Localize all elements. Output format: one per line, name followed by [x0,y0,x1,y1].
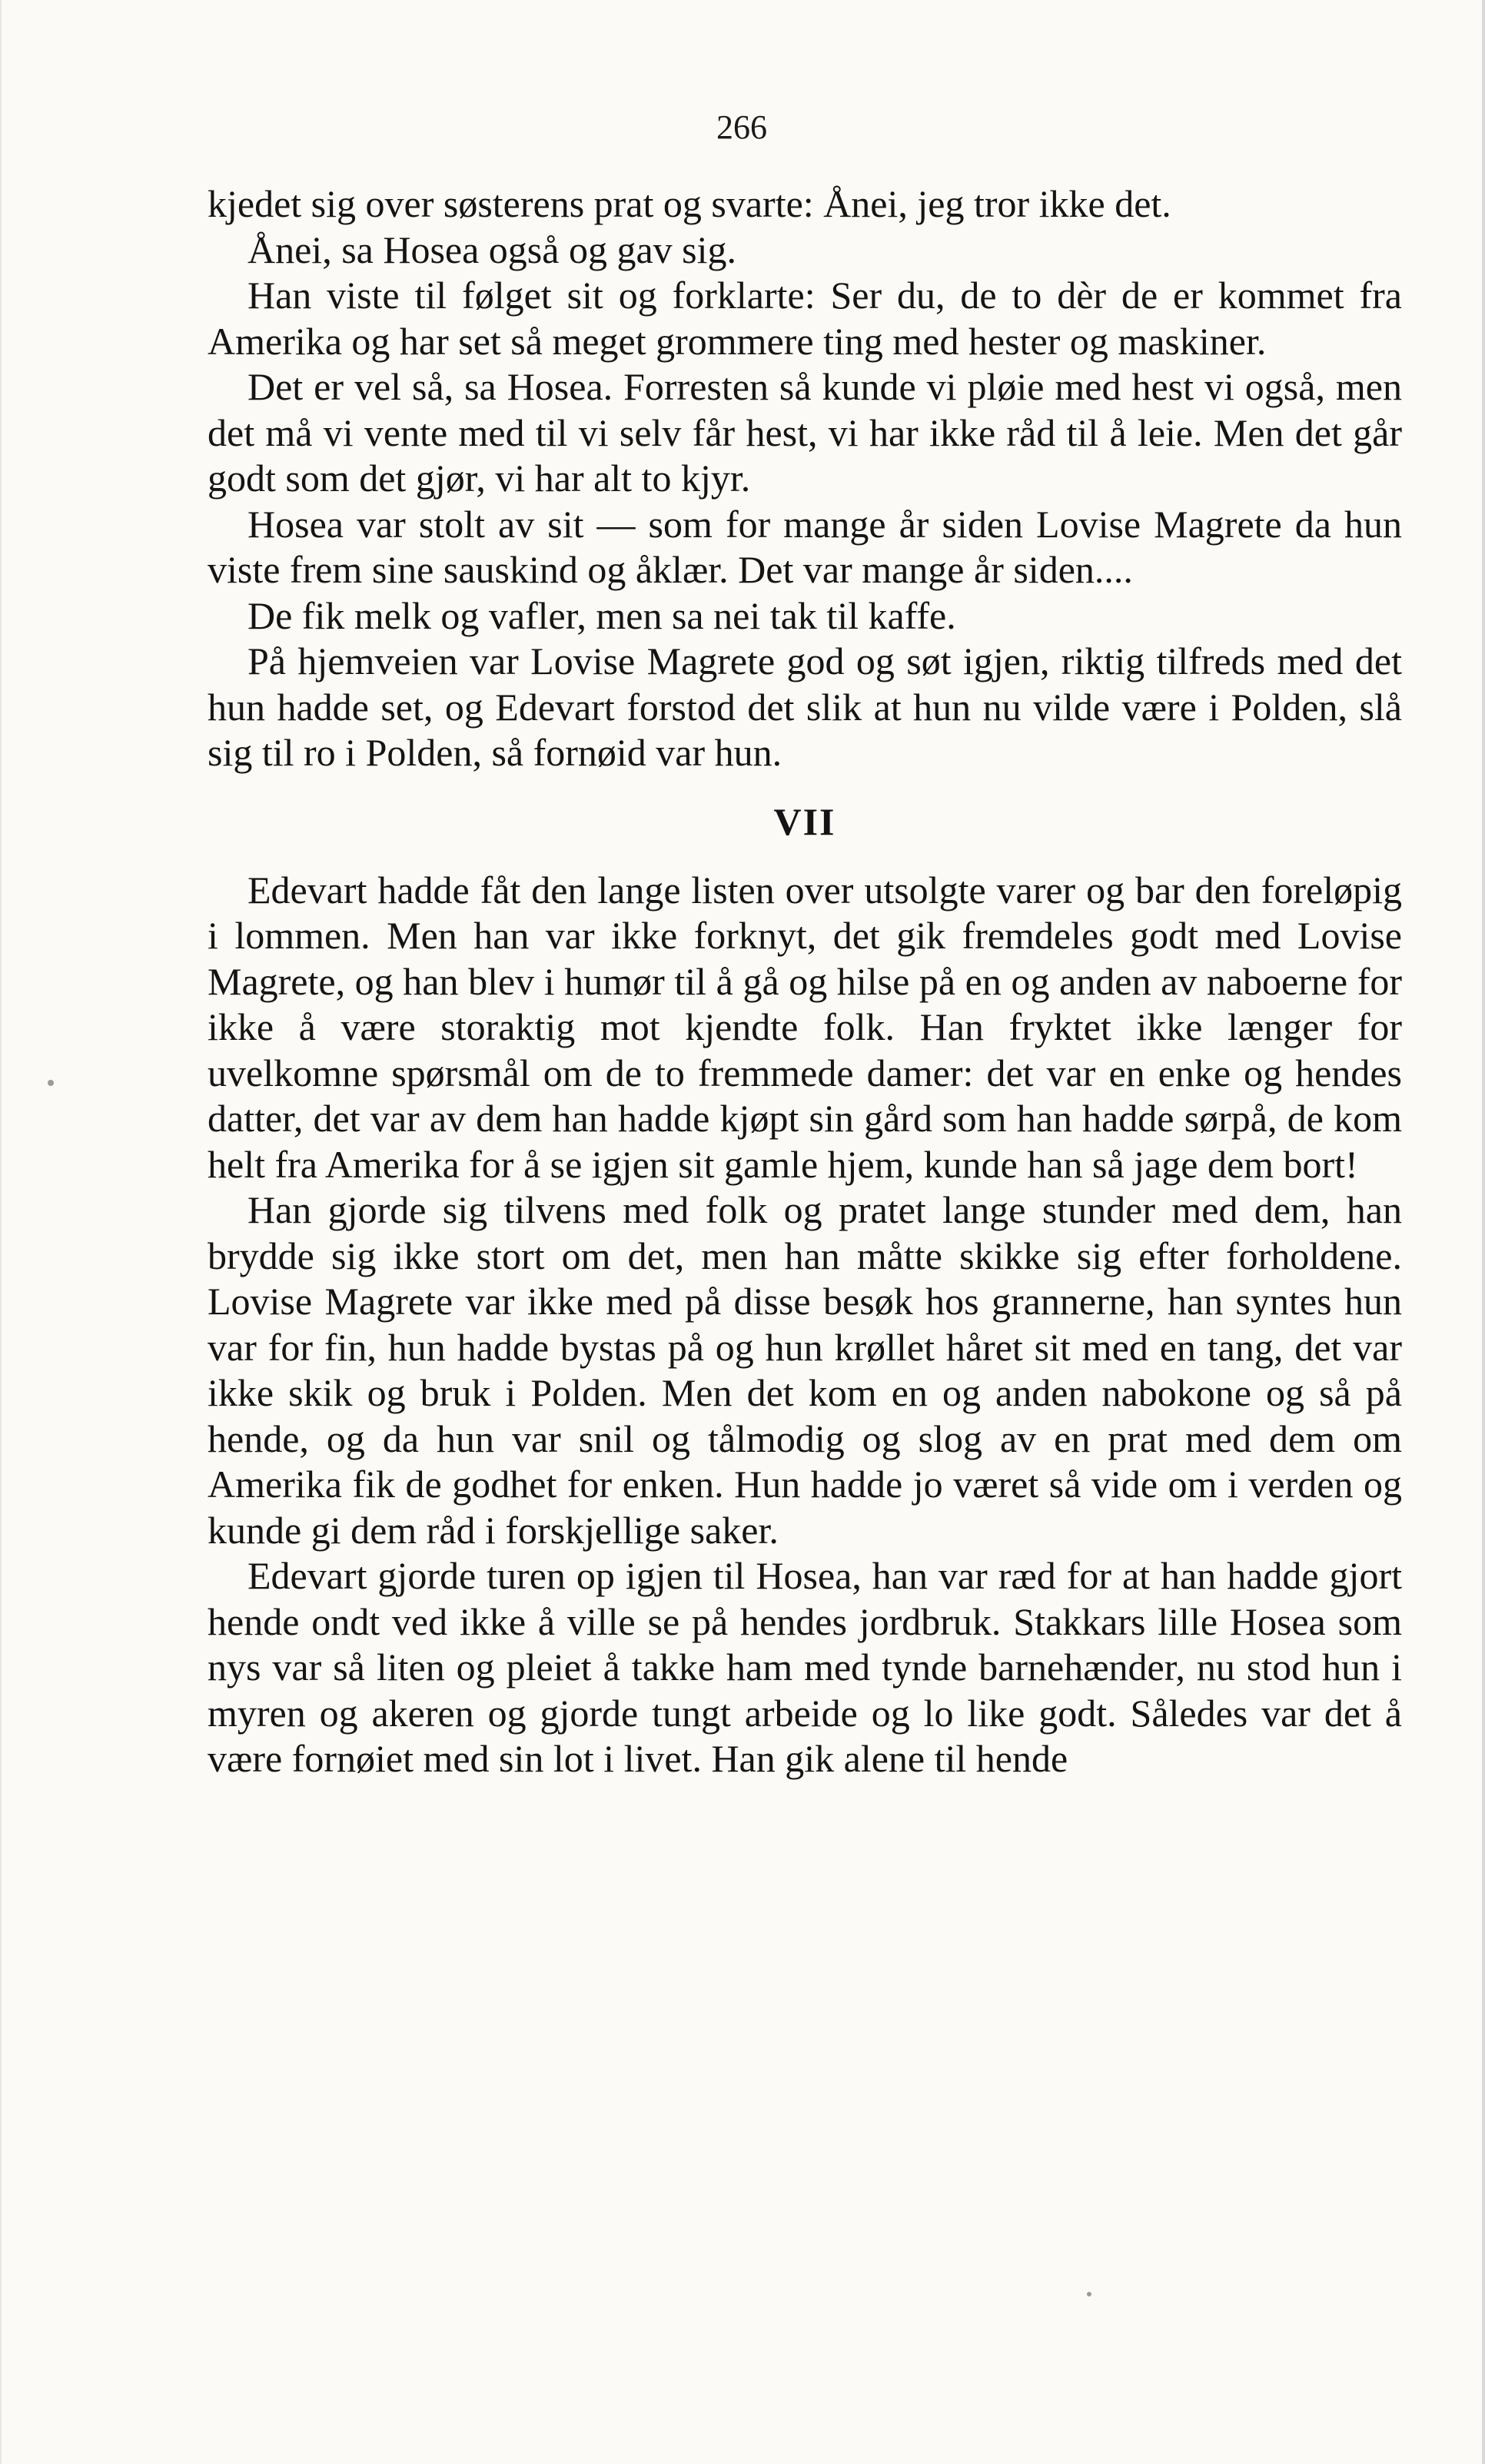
paragraph: Hosea var stolt av sit — som for mange år siden Lovise Magrete da hun viste frem sine sauskind og åklær. Det var mange år siden.... [208,502,1402,591]
paragraph: De fik melk og vafler, men sa nei tak til kaffe. [248,593,956,637]
paragraph: kjedet sig over søsterens prat og svarte: Ånei, jeg tror ikke det. [208,182,1171,225]
paragraph: Han gjorde sig tilvens med folk og pratet lange stunder med dem, han brydde sig ikke stort om det, men han måtte skikke sig efter forholdene. Lovise Magrete var ikke med på disse besøk hos grannerne, han syntes hun var for fin, hun hadde bystas på og hun krøllet håret sit med en tang, det var ikke skik og bruk i Polden. Men det kom en og anden nabokone og så på hende, og da hun var snil og tålmodig og slog av en prat med dem om Amerika fik de godhet for enken. Hun hadde jo været så vide om i verden og kunde gi dem råd i forskjellige saker. [208,1188,1402,1552]
page-number: 266 [716,108,767,146]
paragraph: Edevart gjorde turen op igjen til Hosea, han var ræd for at han hadde gjort hende ondt ved ikke å ville se på hendes jordbruk. Stakkars lille Hosea som nys var så liten og pleiet å takke ham med tynde barnehænder, nu stod hun i myren og akeren og gjorde tungt arbeide og lo like godt. Således var det å være fornøiet med sin lot i livet. Han gik alene til hende [208,1554,1402,1780]
paragraph: Ånei, sa Hosea også og gav sig. [248,227,736,271]
paragraph: På hjemveien var Lovise Magrete god og søt igjen, riktig tilfreds med det hun hadde set, og Edevart forstod det slik at hun nu vilde være i Polden, slå sig til ro i Polden, så fornøid var hun. [208,639,1402,774]
paper-speck [48,1080,54,1086]
paragraph: Edevart hadde fåt den lange listen over utsolgte varer og bar den foreløpig i lommen. Men han var ikke forknyt, det gik fremdeles godt med Lovise Magrete, og han blev i humør til å gå og hilse på en og anden av naboerne for ikke å være storaktig mot kjendte folk. Han fryktet ikke længer for uvelkomne spørsmål om de to fremmede damer: det var en enke og hendes datter, det var av dem han hadde kjøpt sin gård som han hadde sørpå, de kom helt fra Amerika for å se igjen sit gamle hjem, kunde han så jage dem bort! [208,868,1402,1186]
body-text [208,181,1402,1782]
chapter-heading: VII [773,799,836,843]
paragraph: Han viste til følget sit og forklarte: Ser du, de to dèr de er kommet fra Amerika og har set så meget grommere ting med hester og maskiner. [208,274,1402,363]
paragraph: Det er vel så, sa Hosea. Forresten så kunde vi pløie med hest vi også, men det må vi vente med til vi selv får hest, vi har ikke råd til å leie. Men det går godt som det gjør, vi har alt to kjyr. [208,365,1402,500]
paper-speck [1087,2292,1091,2296]
